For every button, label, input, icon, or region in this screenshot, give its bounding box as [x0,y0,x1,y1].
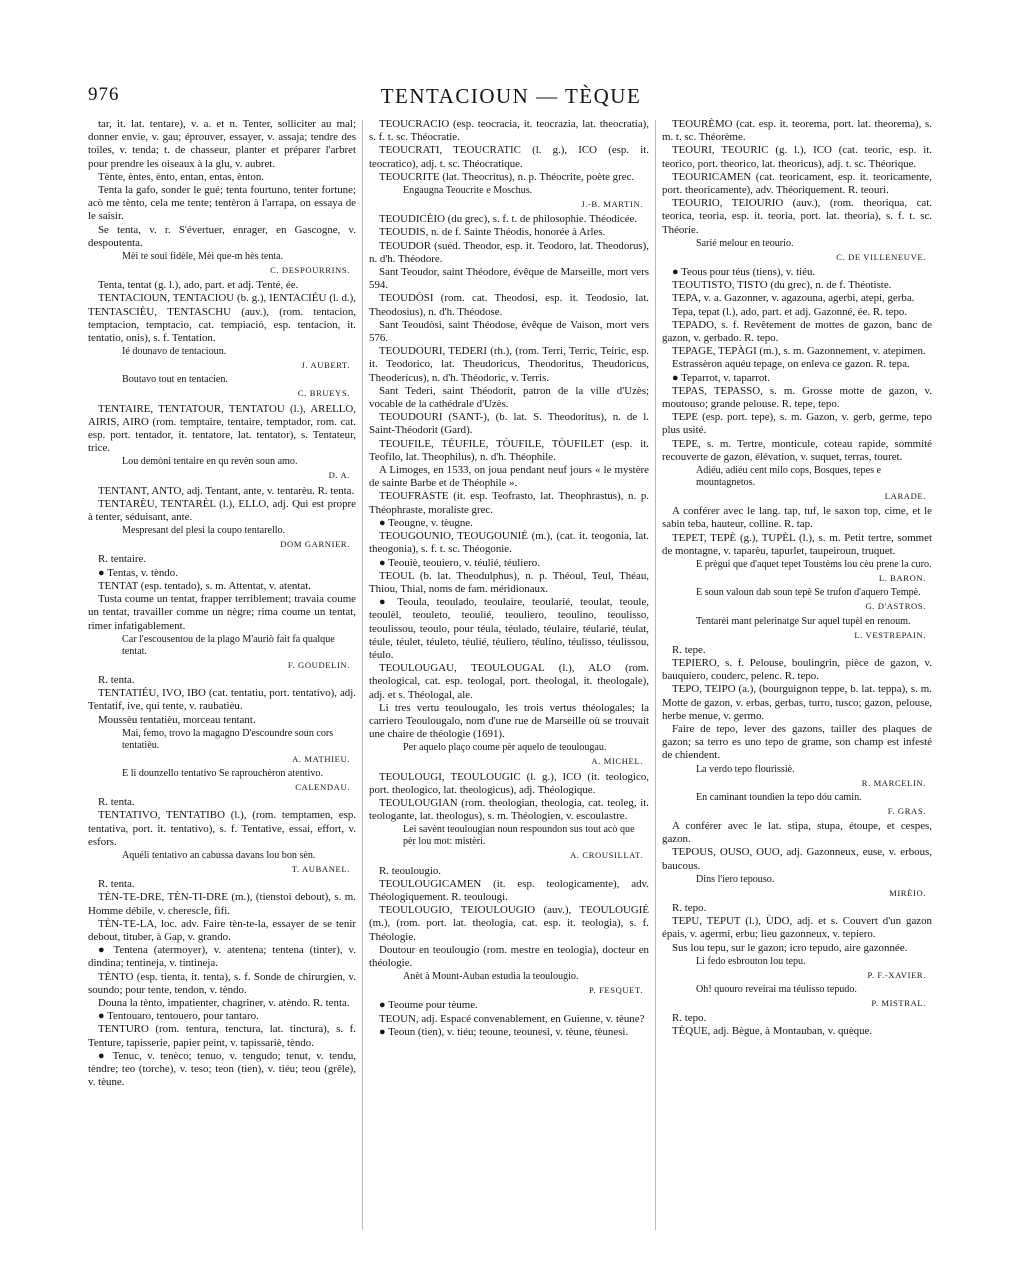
citation-author: J. AUBERT. [301,360,350,371]
dictionary-entry: TEOUDOURI (SANT-), (b. lat. S. Theodoritus), n. de l. Saint-Théodorit (Gard). [369,411,649,437]
running-title: TENTACIOUN — TÈQUE [380,84,642,108]
dictionary-entry: ● Teous pour téus (tiens), v. tiéu. [672,266,816,279]
dictionary-entry: Tepa, tepat (l.), ado, part. et adj. Gazonné, ée. R. tepo. [672,305,908,318]
page-number: 976 [88,84,120,105]
dictionary-entry: TEOUDICÈIO (du grec), s. f. t. de philosophie. Théodicée. [379,213,638,226]
citation-author: L. BARON. [878,573,926,584]
dictionary-entry: Tenta, tentat (g. l.), ado, part. et adj. Tenté, ée. [98,279,299,292]
citation-quote: Li fedo esbrouton lou tepu. [696,955,806,967]
citation-author: P. MISTRAL. [871,997,926,1008]
dictionary-entry: TEOULOUGICAMEN (it. esp. teologicamente), adv. Théologiquement. R. teoulougi. [369,877,649,903]
citation-quote: Boutavo tout en tentacien. [122,374,228,386]
dictionary-entry: TENTATIÉU, IVO, IBO (cat. tentatiu, port. tentativo), adj. Tentatif, ive, qui tente, v. raubatièu. [88,687,356,713]
dictionary-entry: TEOURÈMO (cat. esp. it. teorema, port. lat. theorema), s. m. t. sc. Théorème. [662,118,932,144]
dictionary-entry: TEOUL (b. lat. Theodulphus), n. p. Théoul, Teul, Théau, Thiou, Thial, noms de fam. méridionaux. [369,569,649,595]
dictionary-entry: A Limoges, en 1533, on joua pendant neuf jours « le mystère de sainte Barbe et de Théophile ». [369,464,649,490]
dictionary-entry: TEPU, TEPUT (l.), ÙDO, adj. et s. Couvert d'un gazon épais, v. agermi, erbu; lieu gazonneux, v. tepiero. [662,915,932,941]
dictionary-entry: Li tres vertu teoulougalo, les trois vertus théologales; la carriero Teoulougalo, nom d'une rue de Marseille où se trouvait une chaire de théologie (1691). [369,701,649,741]
citation-quote: Mai, femo, trovo la magagno D'escoundre soun cors tentatièu. [122,727,334,751]
page-header [88,70,934,116]
citation-author: A. CROUSILLAT. [570,850,643,861]
dictionary-entry: TEOUCRACIO (esp. teocracia, it. teocrazia, lat. theocratia), s. f. t. sc. Théocratie. [369,118,649,144]
dictionary-entry: TEOULOUGI, TEOULOUGIC (l. g.), ICO (it. teologico, port. theologico, lat. theologicus), adj. Théologique. [369,770,649,796]
dictionary-entry: TEPAGE, TEPÀGI (m.), s. m. Gazonnement, v. atepimen. [672,345,926,358]
dictionary-entry: ● Teoun (tien), v. tiéu; teoune, teounesi, v. tèune, tèunesi. [379,1025,629,1038]
citation-author: P. F.-XAVIER. [867,969,926,980]
dictionary-entry: TENTAT (esp. tentado), s. m. Attentat, v. atentat. [98,579,311,592]
dictionary-entry: TEPET, TEPÈ (g.), TUPÈL (l.), s. m. Petit tertre, sommet de montagne, v. taparèu, tapurlet, taupeiroun, truquet. [662,531,932,557]
citation-author: F. GRAS. [887,805,926,816]
citation-author: LARADE. [884,491,926,502]
citation-quote: Aquéli tentativo an cabussa davans lou bon sèn. [122,849,316,861]
dictionary-entry: Sant Teoudòsi, saint Théodose, évêque de Vaison, mort vers 576. [369,318,649,345]
citation-quote: Sarié melour en teourio. [696,237,794,249]
dictionary-entry: R. tentaire. [98,553,147,566]
citation-author: D. A. [328,470,350,481]
dictionary-entry: ● Teoume pour tèume. [379,999,478,1012]
dictionary-entry: TEPE (esp. port. tepe), s. m. Gazon, v. gerb, germe, tepo plus usité. [662,411,932,437]
dictionary-entry: TEPE, s. m. Tertre, monticule, coteau rapide, sommité recouverte de gazon, élévation, v. suquet, terras, touret. [662,437,932,463]
dictionary-entry: TÈQUE, adj. Bègue, à Montauban, v. quèque. [672,1025,873,1038]
dictionary-entry: Sant Teoudor, saint Théodore, évêque de Marseille, mort vers 594. [369,266,649,292]
dictionary-entry: R. tepe. [672,643,706,656]
dictionary-entry: TENTATIVO, TENTATIBO (l.), (rom. temptamen, esp. tentativa, port. it. tentativo), s. f. Tentative, essai, effort, v. esfors. [88,809,356,848]
dictionary-entry: Douna la tènto, impatienter, chagriner, v. atèndo. R. tenta. [98,996,350,1009]
dictionary-entry: R. tepo. [672,901,707,914]
dictionary-entry: TEOULOUGAU, TEOULOUGAL (l.), ALO (rom. theological, cat. esp. teologal, port. theologal, it. theologale), adj. et s. Théologal, ale. [369,662,649,701]
dictionary-entry: TEPA, v. a. Gazonner, v. agazouna, agerbi, atepi, gerba. [672,292,915,305]
citation-quote: Lou demòni tentaire en qu revèn soun amo. [122,456,298,468]
citation-author: DOM GARNIER. [280,539,350,550]
dictionary-entry: TEOURI, TEOURIC (g. l.), ICO (cat. teoric, esp. it. teorico, port. theorico, lat. theoricus), adj. t. sc. Théorique. [662,144,932,170]
dictionary-entry: ● Tentena (atermoyer), v. atentena; tentena (tinter), v. dindina; tentineja, v. tintineja. [88,944,356,970]
dictionary-entry: R. tepo. [672,1012,707,1025]
dictionary-entry: Se tenta, v. r. S'évertuer, enrager, en Gascogne, v. despoutenta. [88,223,356,249]
dictionary-entry: Tusta coume un tentat, frapper terriblement; travaia coume un tentat, travailler comme un nègre; rima coume un tentat, rimer infatigablement. [88,593,356,632]
citation-author: G. D'ASTROS. [865,601,926,612]
citation-quote: Lei savènt teoulougian noun respoundon sus tout acò que pèr lou mot: mistèri. [403,824,635,848]
dictionary-entry: TEOURICAMEN (cat. teoricament, esp. it. teoricamente, port. theoricamente), adv. Théoriquement. R. teouri. [662,170,932,197]
dictionary-entry: TENTACIOUN, TENTACIOU (b. g.), IENTACIÉU (l. d.), TENTASCIÈU, TENTASCHU (auv.), (rom. tentacion, temptacion, temptacio, cat. tempiació, esp. tentacion, it. tentatio, onis), s. f. Tentation. [88,292,356,345]
dictionary-entry: TÈN-TE-LA, loc. adv. Faire tèn-te-la, essayer de se tenir debout, tituber, à Gap, v. grando. [88,917,356,943]
citation-quote: Car l'escousentou de la plago M'auriò fait fa qualque tentat. [122,633,335,657]
citation-author: C. DE VILLENEUVE. [836,251,926,262]
dictionary-entry: ● Teouiè, teouiero, v. téulié, téuliero. [379,556,540,569]
citation-author: C. BRUEYS. [297,388,350,399]
dictionary-entry: Doutour en teoulougio (rom. mestre en teologia), docteur en théologie. [369,943,649,969]
dictionary-entry: Sant Tederi, saint Théodorit, patron de la ville d'Uzès; vocable de la cathédrale d'Uzès. [369,384,649,411]
citation-author: L. VESTREPAIN. [854,629,926,640]
dictionary-entry: ● Tenuc, v. tenèco; tenuo, v. tengudo; tenut, v. tendu, tèndre; teo (torche), v. teso; teon (tien), v. tiéu; teou (grêle), v. tèune. [88,1049,356,1089]
citation-author: C. DESPOURRINS. [270,265,350,276]
dictionary-entry: ● Tentas, v. tèndo. [98,566,178,579]
dictionary-entry: ● Teoula, teoulado, teoulaire, teoularié, teoulat, teoule, teoulèl, teouleto, teoulié, teouliero, teoulino, teoulisso, teoulissou, teoulo, pour téula, téulado, téulaire, téularié, téulat, téule, téulet, téuleto, téulié, téuliero, téulino, téulisso, téulissou, téulo. [369,596,649,661]
column-rule [362,120,363,1230]
citation-author: J.-B. MARTIN. [581,199,643,210]
dictionary-entry: R. tenta. [98,878,135,891]
dictionary-entry: TEOURIO, TEIOURIO (auv.), (rom. theoriqua, cat. teorica, teoria, esp. it. teoria, port. lat. theoria), s. f. t. sc. Théorie. [662,197,932,236]
citation-author: A. MATHIEU. [292,753,350,764]
citation-quote: Ié dounavo de tentacioun. [122,346,227,358]
dictionary-entry: Tènte, èntes, ènto, entan, entas, ènton. [98,170,265,183]
citation-author: F. GOUDELIN. [287,659,350,670]
citation-quote: En caminant toundien la tepo dóu camin. [696,791,862,803]
citation-quote: Mespresant del plesi la coupo tentarello. [122,525,286,537]
dictionary-entry: TEOUCRATI, TEOUCRATIC (l. g.), ICO (esp. it. teocratico), adj. t. sc. Théocratique. [369,144,649,170]
column-rule [655,120,656,1230]
dictionary-columns [88,118,934,1238]
dictionary-entry: TEPADO, s. f. Revêtement de mottes de gazon, banc de gazon, v. gerbado. R. tepo. [662,318,932,345]
dictionary-entry: TEOULOUGIO, TEIOULOUGIO (auv.), TEOULOUGIÉ (m.), (rom. port. lat. theologia, cat. esp. it. teologia), s. f. Théologie. [369,904,649,943]
dictionary-entry: TEOUDIS, n. de f. Sainte Théodis, honorée à Arles. [379,226,606,239]
dictionary-entry: TEOULOUGIAN (rom. theologian, theologia, cat. teoleg, it. teologante, lat. theologus), s. m. Théologien, v. escoulastre. [369,796,649,823]
dictionary-entry: Sus lou tepu, sur le gazon; icro tepudo, aire gazonnée. [672,941,908,954]
citation-quote: E soun valoun dab soun tepè Se trufon d'aquero Tempè. [696,587,921,599]
dictionary-entry: TENTURO (rom. tentura, tenctura, lat. tinctura), s. f. Tenture, tapisserie, papier peint, v. tapissariè, tèndo. [88,1023,356,1049]
column-right [662,118,932,1238]
dictionary-entry: TENTARÈU, TENTARÈL (l.), ELLO, adj. Qui est propre à tenter, séduisant, ante. [88,497,356,524]
dictionary-entry: TENTAIRE, TENTATOUR, TENTATOU (l.), ARELLO, AIRIS, AIRO (rom. temptaire, tentaire, temptador, rom. cat. esp. port. tentador, it. tentatore, lat. tentator), s. Tentateur, trice. [88,402,356,455]
citation-quote: Tentarèi mant pelerinatge Sur aquel tupèl en renoum. [696,615,911,627]
citation-author: A. MICHEL. [591,756,643,767]
dictionary-entry: Faire de tepo, lever des gazons, tailler des plaques de gazon; sa terro es uno tepo de grame, son champ est infesté de chiendent. [662,722,932,762]
dictionary-entry: Tenta la gafo, sonder le gué; tenta fourtuno, tenter fortune; acò me tènto, cela me tente; tentèron à l'arrapa, on essaya de le saisir. [88,184,356,223]
dictionary-entry: ● Teparrot, v. taparrot. [672,371,771,384]
citation-quote: Anèt à Mount-Auban estudia la teoulougio. [403,971,579,983]
dictionary-entry: TEOUGOUNIO, TEOUGOUNIÉ (m.), (cat. it. teogonia, lat. theogonia), s. f. t. sc. Théogonie. [369,530,649,556]
dictionary-entry: TEOUTISTO, TISTO (du grec), n. de f. Théotiste. [672,279,892,292]
dictionary-entry: TEPAS, TEPASSO, s. m. Grosse motte de gazon, v. moutouso; grande pelouse. R. tepe, tepo. [662,384,932,411]
dictionary-entry: TEPIERO, s. f. Pelouse, boulingrin, pièce de gazon, v. bauquiero, couderc, pelenc. R. tepo. [662,656,932,683]
dictionary-entry: TEOUFILE, TÉUFILE, TÒUFILE, TÒUFILET (esp. it. Teofilo, lat. Theophilus), n. d'h. Théophile. [369,437,649,463]
citation-quote: Engaugna Teoucrite e Moschus. [403,185,533,197]
citation-quote: Adiéu, adiéu cent milo cops, Bosques, tepes e mountagnetos. [696,465,882,489]
dictionary-entry: TÈNTO (esp. tienta, it. tenta), s. f. Sonde de chirurgien, v. soundo; pour tente, tendon, v. tèndo. [88,970,356,996]
dictionary-entry: ● Tentouaro, tentouero, pour tantaro. [98,1010,259,1023]
dictionary-entry: TEOUDÒSI (rom. cat. Theodosi, esp. it. Teodosio, lat. Theodosius), n. d'h. Théodose. [369,292,649,318]
dictionary-entry: TEOUN, adj. Espacé convenablement, en Guienne, v. tèune? [379,1012,645,1025]
dictionary-entry: tar, it. lat. tentare), v. a. et n. Tenter, solliciter au mal; donner envie, v. gau; éprouver, essayer, v. assaja; tendre des toiles, v. tenda; t. de chasseur, planter et préparer l'arbret pour prendre les oiseaux à la glu, v. aubret. [88,118,356,170]
dictionary-entry: TEOUDOR (suéd. Theodor, esp. it. Teodoro, lat. Theodorus), n. d'h. Théodore. [369,239,649,265]
dictionary-entry: A conférer avec le lang. tap, tuf, le saxon top, cime, et le sabin teba, hauteur, colline. R. tap. [662,505,932,531]
dictionary-entry: TENTANT, ANTO, adj. Tentant, ante, v. tentarèu. R. tenta. [98,484,355,497]
dictionary-entry: R. teoulougio. [379,864,442,877]
citation-author: T. AUBANEL. [291,863,350,874]
citation-quote: Per aquelo plaço coume pèr aquelo de teoulougau. [403,742,607,754]
dictionary-entry: R. tenta. [98,796,135,809]
citation-quote: Oh! quouro reveirai ma téulisso tepudo. [696,983,857,995]
citation-author: MIRÈIO. [889,887,926,898]
dictionary-entry: A conférer avec le lat. stipa, stupa, étoupe, et cespes, gazon. [662,819,932,846]
citation-quote: La verdo tepo flourissiè. [696,763,795,775]
dictionary-entry: TEOUCRITE (lat. Theocritus), n. p. Théocrite, poète grec. [379,170,635,183]
column-middle [369,118,649,1238]
citation-quote: E li dounzello tentativo Se raprouchèron atentivo. [122,767,323,779]
column-left [88,118,356,1238]
dictionary-entry: Moussèu tentatièu, morceau tentant. [98,713,256,726]
citation-author: CALENDAU. [295,781,350,792]
dictionary-entry: Estrassèron aquéu tepage, on enleva ce gazon. R. tepa. [672,358,910,371]
citation-quote: Dins l'iero tepouso. [696,873,775,885]
dictionary-entry: TEOUFRASTE (it. esp. Teofrasto, lat. Theophrastus), n. p. Théophraste, moraliste grec. [369,490,649,516]
dictionary-entry: R. tenta. [98,673,135,686]
citation-quote: Mèi te soui fidèle, Mèi que-m hès tenta. [122,251,284,263]
dictionary-entry: TEPO, TEIPO (a.), (bourguignon teppe, b. lat. teppa), s. m. Motte de gazon, v. erbas, gerbas, turro, tusco; gazon, pelouse, herbe menue, v. germo. [662,683,932,722]
dictionary-entry: TEPOUS, OUSO, OUO, adj. Gazonneux, euse, v. erbous, baucous. [662,846,932,872]
dictionary-entry: ● Teougne, v. tèugne. [379,516,473,529]
dictionary-entry: TEOUDOURI, TEDERI (rh.), (rom. Terri, Terric, Teiric, esp. it. Teodorico, lat. Theudoricus, Theodoritus, Theudoricus, Theoderícus), n. d'h. Théodoric, v. Terris. [369,345,649,384]
citation-quote: E prègui que d'aquet tepet Toustèms lou cèu prene la curo. [696,559,932,571]
citation-author: R. MARCELIN. [861,777,926,788]
dictionary-entry: TÈN-TE-DRE, TÈN-TI-DRE (m.), (tienstoi debout), s. m. Homme débile, v. cherescle, fifi. [88,891,356,917]
citation-author: P. FESQUET. [589,985,643,996]
